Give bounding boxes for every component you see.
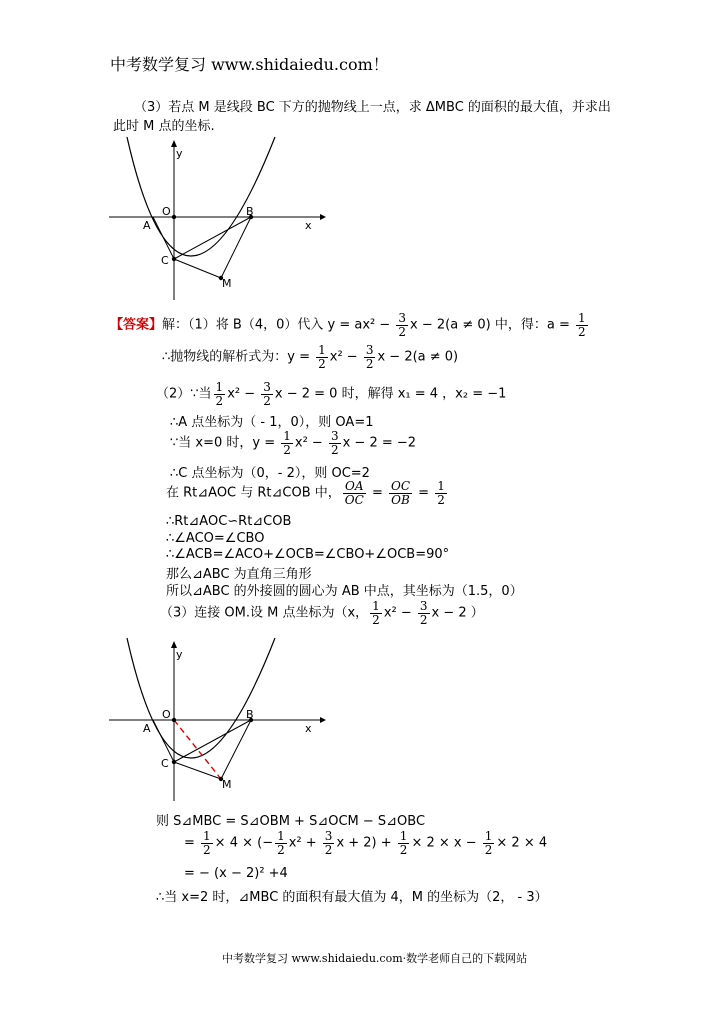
x-axis-arrow (320, 717, 326, 723)
segment-AC (153, 720, 174, 762)
label-B: B (246, 708, 254, 721)
label-O: O (162, 708, 171, 721)
area-line-1: 则 S⊿MBC = S⊿OBM + S⊿OCM − S⊿OBC (156, 814, 426, 829)
answer-line-7: 在 Rt⊿AOC 与 Rt⊿COB 中， $\frac{OA}{OC}$ = $\frac{OC}{OB}$ = $\frac{1}{2}$ (166, 479, 445, 507)
point-C (172, 760, 176, 764)
segment-AC (153, 217, 174, 259)
answer-line-1: 【答案】解：（1）将 B（4，0）代入 y = ax² − $\frac{3}{2}$ x − 2(a ≠ 0) 中，得：a = $\frac{1}{2}$ (110, 311, 586, 339)
label-B: B (246, 205, 254, 218)
label-C: C (161, 254, 169, 267)
answer-line-8: ∴Rt⊿AOC∽Rt⊿COB (166, 514, 292, 529)
label-C: C (161, 757, 169, 770)
segment-CM (174, 259, 221, 278)
segment-BM (221, 217, 251, 278)
answer-line-11: 那么⊿ABC 为直角三角形 (166, 567, 312, 582)
problem-3-line-1: （3）若点 M 是线段 BC 下方的抛物线上一点，求 ΔMBC 的面积的最大值，并求出 (134, 100, 611, 115)
segment-BM (221, 720, 251, 779)
y-axis-arrow (171, 140, 177, 147)
parabola-curve (127, 137, 275, 256)
page-footer: 中考数学复习 www.shidaiedu.com·数学老师自己的下载网站 (222, 952, 528, 965)
label-y: y (176, 147, 183, 160)
answer-line-5: ∵当 x=0 时，y = $\frac{1}{2}$ x² − $\frac{3}{2}$ x − 2 = −2 (170, 429, 417, 457)
answer-line-2: ∴抛物线的解析式为：y = $\frac{1}{2}$ x² − $\frac{3}{2}$ x − 2(a ≠ 0) (162, 343, 459, 371)
page-header: 中考数学复习 www.shidaiedu.com！ (110, 55, 389, 74)
parabola-graph-2 (105, 636, 335, 806)
answer-line-13: （3）连接 OM.设 M 点坐标为（x， $\frac{1}{2}$ x² − $\frac{3}{2}$ x − 2 ） (160, 599, 484, 627)
label-A: A (143, 722, 151, 735)
answer-line-3: （2）∵当 $\frac{1}{2}$ x² − $\frac{3}{2}$ x − 2 = 0 时，解得 x₁ = 4 ，x₂ = −1 (156, 380, 507, 408)
label-A: A (143, 219, 151, 232)
label-x: x (305, 219, 312, 232)
point-C (172, 257, 176, 261)
parabola-graph-1 (105, 135, 335, 305)
answer-line-12: 所以⊿ABC 的外接圆的圆心为 AB 中点，其坐标为（1.5，0） (166, 584, 523, 599)
label-M: M (222, 778, 232, 791)
problem-3-line-2: 此时 M 点的坐标. (113, 119, 215, 134)
conclusion-line: ∴当 x=2 时，⊿MBC 的面积有最大值为 4，M 的坐标为（2， - 3） (156, 890, 548, 905)
label-M: M (222, 277, 232, 290)
area-line-2: = $\frac{1}{2}$ × 4 × (− $\frac{1}{2}$ x² + $\frac{3}{2}$ x + 2) + $\frac{1}{2}$ × 2 × x − $\frac{1}{2}$ × 2 × 4 (184, 829, 548, 857)
label-x: x (305, 722, 312, 735)
label-O: O (162, 205, 171, 218)
answer-line-6: ∴C 点坐标为（0，- 2），则 OC=2 (170, 466, 370, 481)
answer-tag: 【答案】 (110, 317, 163, 333)
x-axis-arrow (320, 214, 326, 220)
answer-line-10: ∴∠ACB=∠ACO+∠OCB=∠CBO+∠OCB=90° (166, 547, 450, 562)
parabola-curve (127, 638, 275, 758)
point-O (172, 718, 176, 722)
answer-line-4: ∴A 点坐标为（ - 1，0），则 OA=1 (170, 415, 374, 430)
segment-BC (174, 217, 251, 259)
point-O (172, 215, 176, 219)
area-line-3: = − (x − 2)² +4 (184, 866, 288, 881)
label-y: y (176, 648, 183, 661)
answer-line-9: ∴∠ACO=∠CBO (166, 531, 265, 546)
y-axis-arrow (171, 641, 177, 648)
segment-BC (174, 720, 251, 762)
